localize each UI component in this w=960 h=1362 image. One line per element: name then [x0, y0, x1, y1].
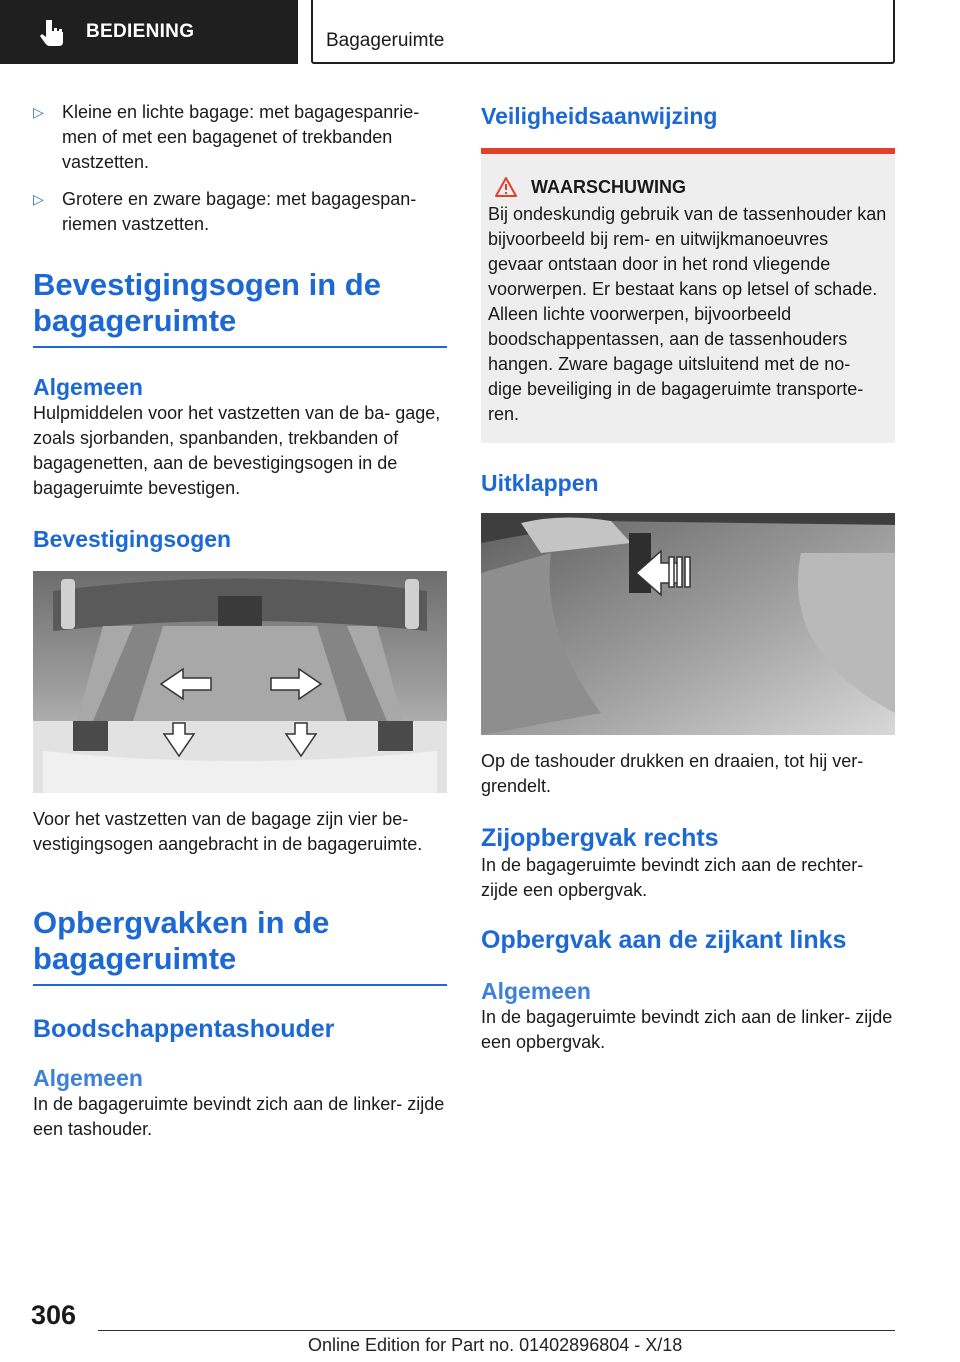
paragraph: Voor het vastzetten van de bagage zijn vier be‐ vestigingsogen aangebracht in de bagageruimte. [33, 809, 423, 854]
subheading: Algemeen [33, 1065, 143, 1091]
warning-triangle-icon [494, 176, 518, 198]
subheading: Opbergvak aan de zijkant links [481, 926, 847, 954]
trunk-tie-down-illustration [33, 571, 447, 793]
paragraph: Hulpmiddelen voor het vastzetten van de ba‐ gage, zoals sjorbanden, spanbanden, trekbanden of bagagenetten, aan de bevestigingsogen in de bagageruimte bevestigen. [33, 403, 441, 498]
section-heading: Opbergvakken in de bagageruimte [33, 905, 447, 986]
chapter-title: Bagageruimte [326, 30, 445, 51]
triangle-bullet-icon: ▷ [33, 104, 44, 120]
warning-title: WAARSCHUWING [531, 176, 686, 197]
subheading: Uitklappen [481, 470, 599, 496]
paragraph: In de bagageruimte bevindt zich aan de rechter‐ zijde een opbergvak. [481, 855, 864, 900]
edition-note: Online Edition for Part no. 01402896804 - X/18 [308, 1335, 683, 1355]
triangle-bullet-icon: ▷ [33, 191, 44, 207]
subheading: Bevestigingsogen [33, 526, 232, 552]
subheading: Veiligheidsaanwijzing [481, 103, 718, 129]
warning-box [481, 148, 895, 443]
left-column [33, 100, 447, 1142]
paragraph: In de bagageruimte bevindt zich aan de linker‐ zijde een tashouder. [33, 1094, 445, 1139]
paragraph: Op de tashouder drukken en draaien, tot hij ver‐ grendelt. [481, 751, 864, 796]
subheading: Zijopbergvak rechts [481, 824, 719, 852]
page-number: 306 [31, 1300, 77, 1330]
section-label: BEDIENING [86, 21, 195, 42]
footer-divider [98, 1330, 895, 1331]
subheading: Algemeen [33, 374, 143, 400]
list-item [33, 187, 447, 237]
section-tab [0, 0, 298, 64]
section-heading: Bevestigingsogen in de bagageruimte [33, 267, 447, 348]
chapter-header [311, 0, 895, 64]
bullet-text: Grotere en zware bagage: met bagagespan‐ riemen vastzetten. [62, 189, 417, 234]
list-item [33, 100, 447, 175]
subheading: Algemeen [481, 978, 591, 1004]
right-column [481, 100, 895, 1055]
hand-touch-icon [38, 17, 68, 47]
subheading: Boodschappentashouder [33, 1015, 335, 1043]
paragraph: In de bagageruimte bevindt zich aan de linker‐ zijde een opbergvak. [481, 1007, 893, 1052]
bullet-text: Kleine en lichte bagage: met bagagespanrie‐ men of met een bagagenet of trekbanden vastzetten. [62, 102, 420, 172]
warning-text: Bij ondeskundig gebruik van de tassenhouder kan bijvoorbeeld bij rem- en uitwijkmanoeuvres gevaar ontstaan door in het rond vliegende voorwerpen. Er bestaat kans op letsel of schade. Alleen lichte voorwerpen, bijvoorbeeld boodschappentassen, aan de tassenhouders hangen. Zware bagage uitsluitend met de no‐ dige beveiliging in de bagageruimte transporte‐ ren. [488, 204, 887, 424]
bag-hook-illustration [481, 513, 895, 735]
